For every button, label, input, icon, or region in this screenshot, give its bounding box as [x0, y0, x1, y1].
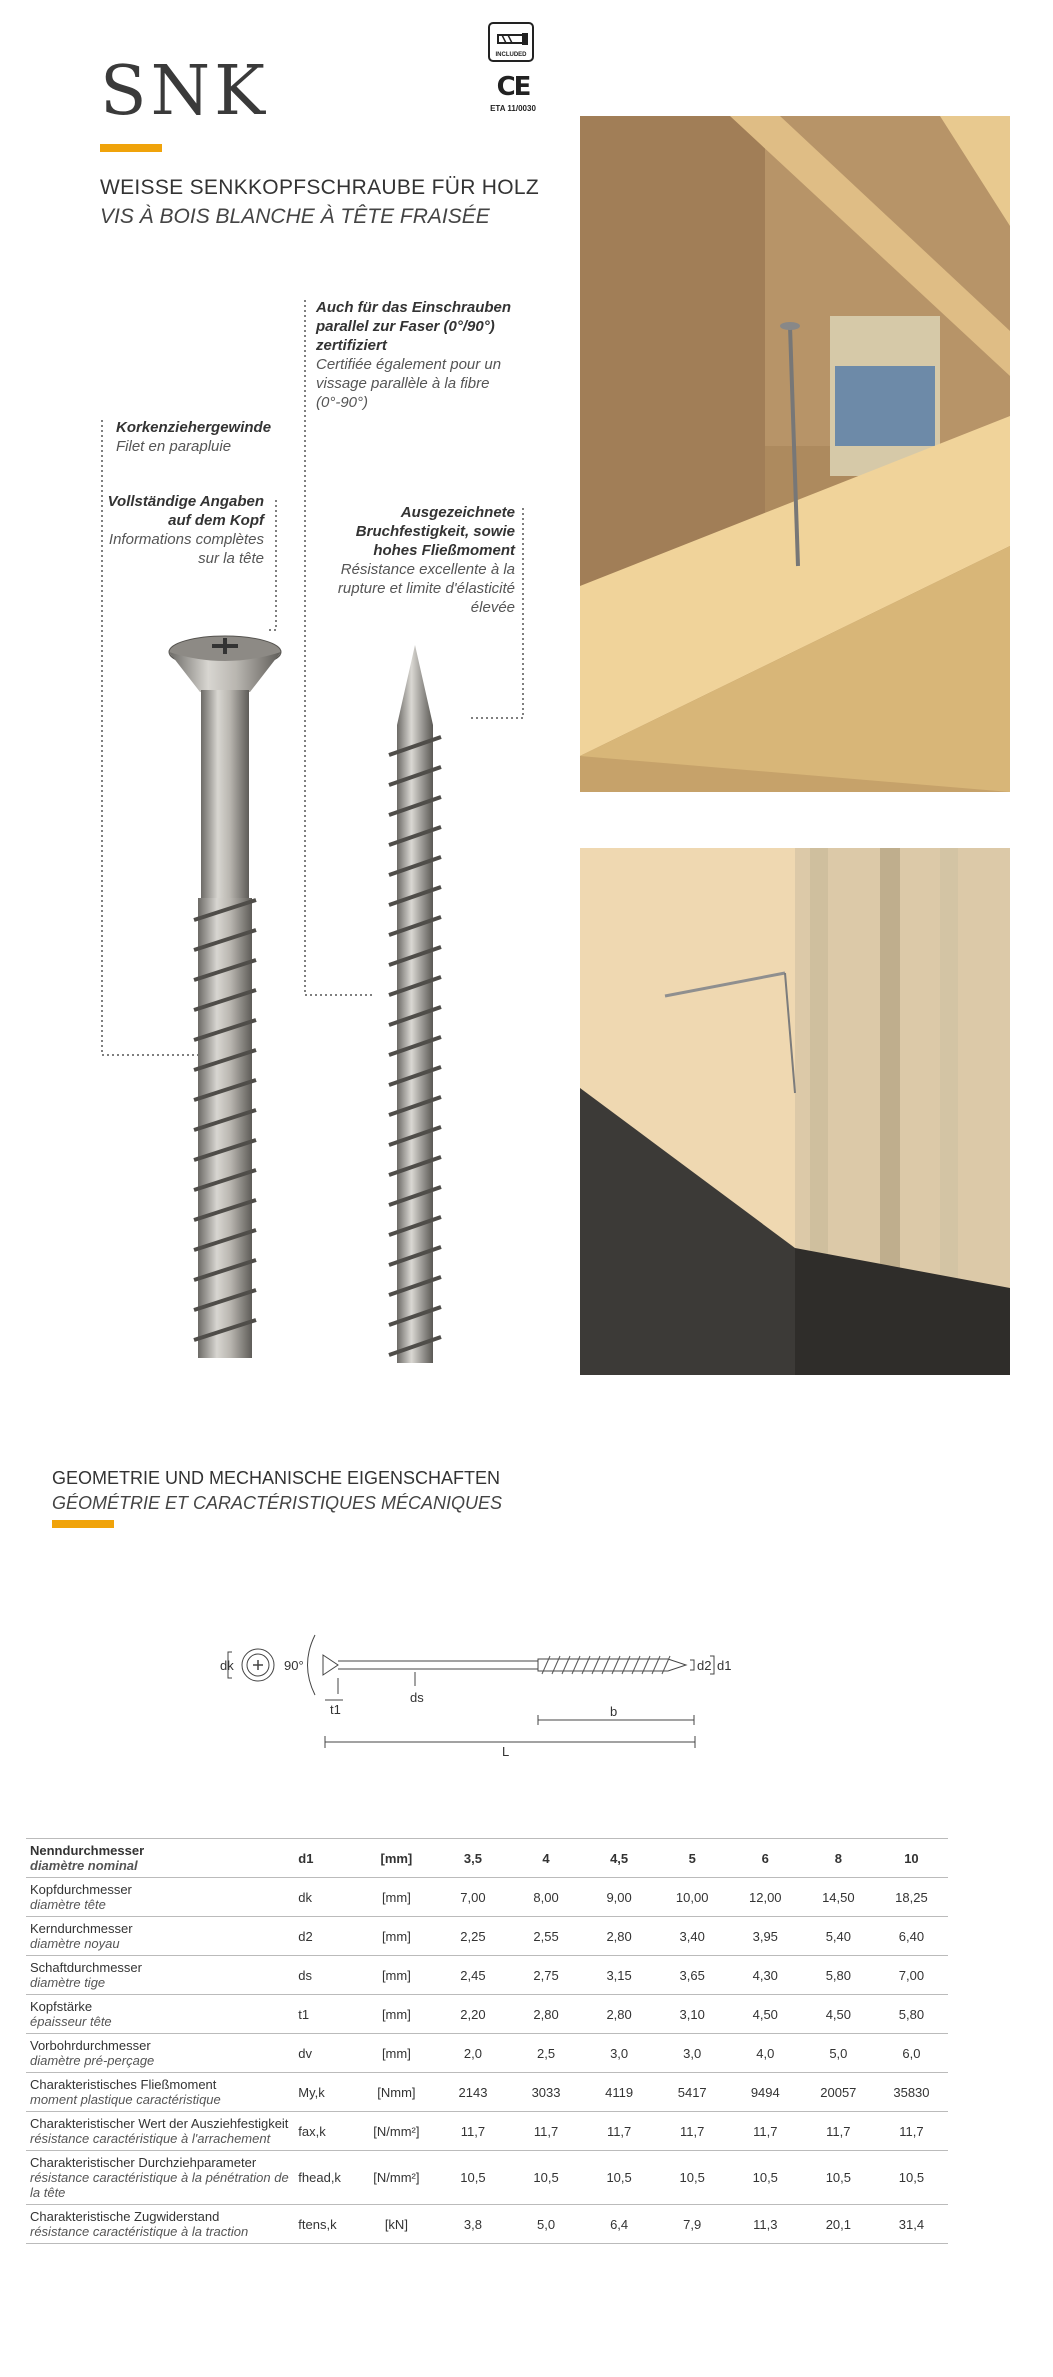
- label-t1: t1: [330, 1702, 341, 1717]
- row-value: 10,5: [436, 2151, 509, 2205]
- row-value: 10,5: [875, 2151, 948, 2205]
- row-label-de: Charakteristische Zugwiderstand: [30, 2209, 220, 2224]
- row-value: 10,5: [729, 2151, 802, 2205]
- row-value: 4,0: [729, 2034, 802, 2073]
- ce-mark: CE: [496, 72, 530, 102]
- row-value: 4,30: [729, 1956, 802, 1995]
- row-value: 11,3: [729, 2205, 802, 2244]
- row-value: 5,0: [802, 2034, 875, 2073]
- angle-arc: [308, 1635, 316, 1695]
- row-label: [26, 2205, 296, 2244]
- row-value: 3,95: [729, 1917, 802, 1956]
- table-row: [26, 2151, 948, 2205]
- header-value: 10: [875, 1839, 948, 1878]
- row-value: 2,20: [436, 1995, 509, 2034]
- row-symbol: t1: [296, 1995, 356, 2034]
- row-value: 2,80: [583, 1995, 656, 2034]
- spec-table-header: [26, 1839, 948, 1878]
- section-title-de: GEOMETRIE UND MECHANISCHE EIGENSCHAFTEN: [52, 1468, 501, 1488]
- annotation-strength-de: Ausgezeichnete Bruchfestigkeit, sowie hohes Fließmoment: [355, 504, 515, 559]
- row-label: [26, 2151, 296, 2205]
- row-value: 10,5: [510, 2151, 583, 2205]
- header-value: 8: [802, 1839, 875, 1878]
- row-value: 3,40: [656, 1917, 729, 1956]
- row-label-de: Kopfdurchmesser: [30, 1882, 132, 1897]
- row-value: 6,0: [875, 2034, 948, 2073]
- row-value: 6,40: [875, 1917, 948, 1956]
- row-value: 2,80: [510, 1995, 583, 2034]
- row-unit: [N/mm²]: [356, 2112, 436, 2151]
- row-value: 11,7: [583, 2112, 656, 2151]
- section-title-fr: GÉOMÉTRIE ET CARACTÉRISTIQUES MÉCANIQUES: [52, 1493, 503, 1513]
- row-value: 3,10: [656, 1995, 729, 2034]
- row-label-fr: diamètre tête: [30, 1897, 106, 1912]
- row-label-fr: diamètre noyau: [30, 1936, 120, 1951]
- row-value: 4,50: [802, 1995, 875, 2034]
- row-value: 20057: [802, 2073, 875, 2112]
- row-value: 6,4: [583, 2205, 656, 2244]
- label-d1: d1: [717, 1658, 732, 1673]
- row-value: 10,5: [656, 2151, 729, 2205]
- row-value: 11,7: [510, 2112, 583, 2151]
- row-label: [26, 1917, 296, 1956]
- row-value: 3,65: [656, 1956, 729, 1995]
- row-value: 18,25: [875, 1878, 948, 1917]
- row-value: 8,00: [510, 1878, 583, 1917]
- row-label-fr: épaisseur tête: [30, 2014, 112, 2029]
- label-d2: d2: [697, 1658, 712, 1673]
- technical-drawing: [220, 1630, 810, 1760]
- row-value: 11,7: [656, 2112, 729, 2151]
- row-value: 2,25: [436, 1917, 509, 1956]
- row-value: 35830: [875, 2073, 948, 2112]
- row-symbol: ftens,k: [296, 2205, 356, 2244]
- header-unit: [mm]: [356, 1839, 436, 1878]
- row-value: 10,5: [802, 2151, 875, 2205]
- annotation-thread-de: Korkenziehergewinde: [116, 419, 272, 436]
- table-row: [26, 1917, 948, 1956]
- row-label-fr: moment plastique caractéristique: [30, 2092, 221, 2107]
- row-value: 9,00: [583, 1878, 656, 1917]
- header-symbol: d1: [296, 1839, 356, 1878]
- row-value: 2,75: [510, 1956, 583, 1995]
- row-value: 9494: [729, 2073, 802, 2112]
- subtitle-fr: VIS À BOIS BLANCHE À TÊTE FRAISÉE: [100, 205, 490, 228]
- row-value: 2,5: [510, 2034, 583, 2073]
- row-label-de: Charakteristischer Wert der Ausziehfestigkeit: [30, 2116, 289, 2131]
- header-value: 4,5: [583, 1839, 656, 1878]
- row-value: 7,00: [436, 1878, 509, 1917]
- table-row: [26, 2073, 948, 2112]
- label-angle: 90°: [284, 1658, 304, 1673]
- page-title: SNK: [100, 52, 269, 131]
- row-value: 5,80: [875, 1995, 948, 2034]
- included-label: INCLUDED: [495, 52, 527, 58]
- row-value: 31,4: [875, 2205, 948, 2244]
- label-b: b: [610, 1704, 618, 1719]
- row-unit: [mm]: [356, 1917, 436, 1956]
- photo-timber-beam: [580, 116, 1010, 792]
- row-value: 5,40: [802, 1917, 875, 1956]
- row-value: 11,7: [436, 2112, 509, 2151]
- row-label-de: Kerndurchmesser: [30, 1921, 133, 1936]
- row-value: 2,80: [583, 1917, 656, 1956]
- row-symbol: fhead,k: [296, 2151, 356, 2205]
- row-symbol: d2: [296, 1917, 356, 1956]
- annotation-parallel-de: Auch für das Einschrauben parallel zur Faser (0°/90°) zertifiziert: [316, 299, 512, 354]
- row-unit: [N/mm²]: [356, 2151, 436, 2205]
- header-label: [26, 1839, 296, 1878]
- row-value: 7,9: [656, 2205, 729, 2244]
- row-symbol: dv: [296, 2034, 356, 2073]
- table-row: [26, 1956, 948, 1995]
- annotation-head-de: Vollständige Angaben auf dem Kopf: [107, 493, 264, 529]
- row-value: 5417: [656, 2073, 729, 2112]
- row-label-fr: diamètre tige: [30, 1975, 106, 1990]
- row-label: [26, 1995, 296, 2034]
- header-label-fr: diamètre nominal: [30, 1858, 138, 1873]
- row-unit: [mm]: [356, 1956, 436, 1995]
- row-value: 11,7: [729, 2112, 802, 2151]
- row-label-fr: diamètre pré-perçage: [30, 2053, 155, 2068]
- row-symbol: dk: [296, 1878, 356, 1917]
- section-accent-bar: [52, 1520, 114, 1528]
- row-label: [26, 1956, 296, 1995]
- table-row: [26, 1878, 948, 1917]
- row-unit: [mm]: [356, 1995, 436, 2034]
- table-row: [26, 1995, 948, 2034]
- row-value: 7,00: [875, 1956, 948, 1995]
- row-label-de: Schaftdurchmesser: [30, 1960, 142, 1975]
- spec-table: [26, 1838, 948, 2244]
- label-dk: dk: [220, 1658, 234, 1673]
- timber-beam-illustration: [580, 116, 1010, 792]
- row-value: 2,0: [436, 2034, 509, 2073]
- annotation-parallel-fr: Certifiée également pour un vissage parallèle à la fibre (0°-90°): [316, 356, 502, 411]
- row-label-fr: résistance caractéristique à la pénétration de la tête: [30, 2170, 289, 2200]
- annotation-strength-fr: Résistance excellente à la rupture et limite d'élasticité élevée: [337, 561, 515, 616]
- row-value: 2143: [436, 2073, 509, 2112]
- head-side-view: [323, 1655, 338, 1675]
- row-value: 11,7: [802, 2112, 875, 2151]
- annotation-head-fr: Informations complètes sur la tête: [108, 531, 264, 567]
- row-value: 3,15: [583, 1956, 656, 1995]
- header-value: 6: [729, 1839, 802, 1878]
- row-label-de: Vorbohrdurchmesser: [30, 2038, 151, 2053]
- row-value: 5,0: [510, 2205, 583, 2244]
- row-unit: [mm]: [356, 1878, 436, 1917]
- row-label-fr: résistance caractéristique à la traction: [30, 2224, 249, 2239]
- row-value: 14,50: [802, 1878, 875, 1917]
- row-value: 3,0: [583, 2034, 656, 2073]
- label-L: L: [502, 1744, 510, 1759]
- row-value: 10,00: [656, 1878, 729, 1917]
- table-row: [26, 2034, 948, 2073]
- row-value: 5,80: [802, 1956, 875, 1995]
- table-row: [26, 2112, 948, 2151]
- row-unit: [kN]: [356, 2205, 436, 2244]
- row-value: 4,50: [729, 1995, 802, 2034]
- row-value: 3,0: [656, 2034, 729, 2073]
- row-label-de: Kopfstärke: [30, 1999, 93, 2014]
- eta-label: ETA 11/0030: [490, 104, 536, 113]
- row-value: 4119: [583, 2073, 656, 2112]
- row-value: 3,8: [436, 2205, 509, 2244]
- row-unit: [Nmm]: [356, 2073, 436, 2112]
- row-label-fr: résistance caractéristique à l'arrachement: [30, 2131, 271, 2146]
- row-label: [26, 2034, 296, 2073]
- clt-panel-illustration: [580, 848, 1010, 1375]
- header-value: 3,5: [436, 1839, 509, 1878]
- screw-tip-closeup: [365, 645, 465, 1365]
- row-label-de: Charakteristischer Durchziehparameter: [30, 2155, 257, 2170]
- row-label: [26, 2112, 296, 2151]
- table-row: [26, 2205, 948, 2244]
- header-value: 5: [656, 1839, 729, 1878]
- photo-clt-panel: [580, 848, 1010, 1375]
- row-value: 10,5: [583, 2151, 656, 2205]
- row-value: 2,55: [510, 1917, 583, 1956]
- row-symbol: My,k: [296, 2073, 356, 2112]
- row-value: 20,1: [802, 2205, 875, 2244]
- row-value: 11,7: [875, 2112, 948, 2151]
- subtitle-de: WEISSE SENKKOPFSCHRAUBE FÜR HOLZ: [100, 176, 540, 199]
- row-symbol: fax,k: [296, 2112, 356, 2151]
- row-unit: [mm]: [356, 2034, 436, 2073]
- header-label-de: Nenndurchmesser: [30, 1843, 145, 1858]
- row-label: [26, 1878, 296, 1917]
- label-ds: ds: [410, 1690, 424, 1705]
- row-value: 2,45: [436, 1956, 509, 1995]
- row-value: 12,00: [729, 1878, 802, 1917]
- header-value: 4: [510, 1839, 583, 1878]
- row-symbol: ds: [296, 1956, 356, 1995]
- row-value: 3033: [510, 2073, 583, 2112]
- row-label: [26, 2073, 296, 2112]
- screw-head-closeup: [160, 630, 290, 1360]
- row-label-de: Charakteristisches Fließmoment: [30, 2077, 217, 2092]
- d2-bracket: [690, 1660, 694, 1670]
- annotation-thread-fr: Filet en parapluie: [116, 438, 232, 455]
